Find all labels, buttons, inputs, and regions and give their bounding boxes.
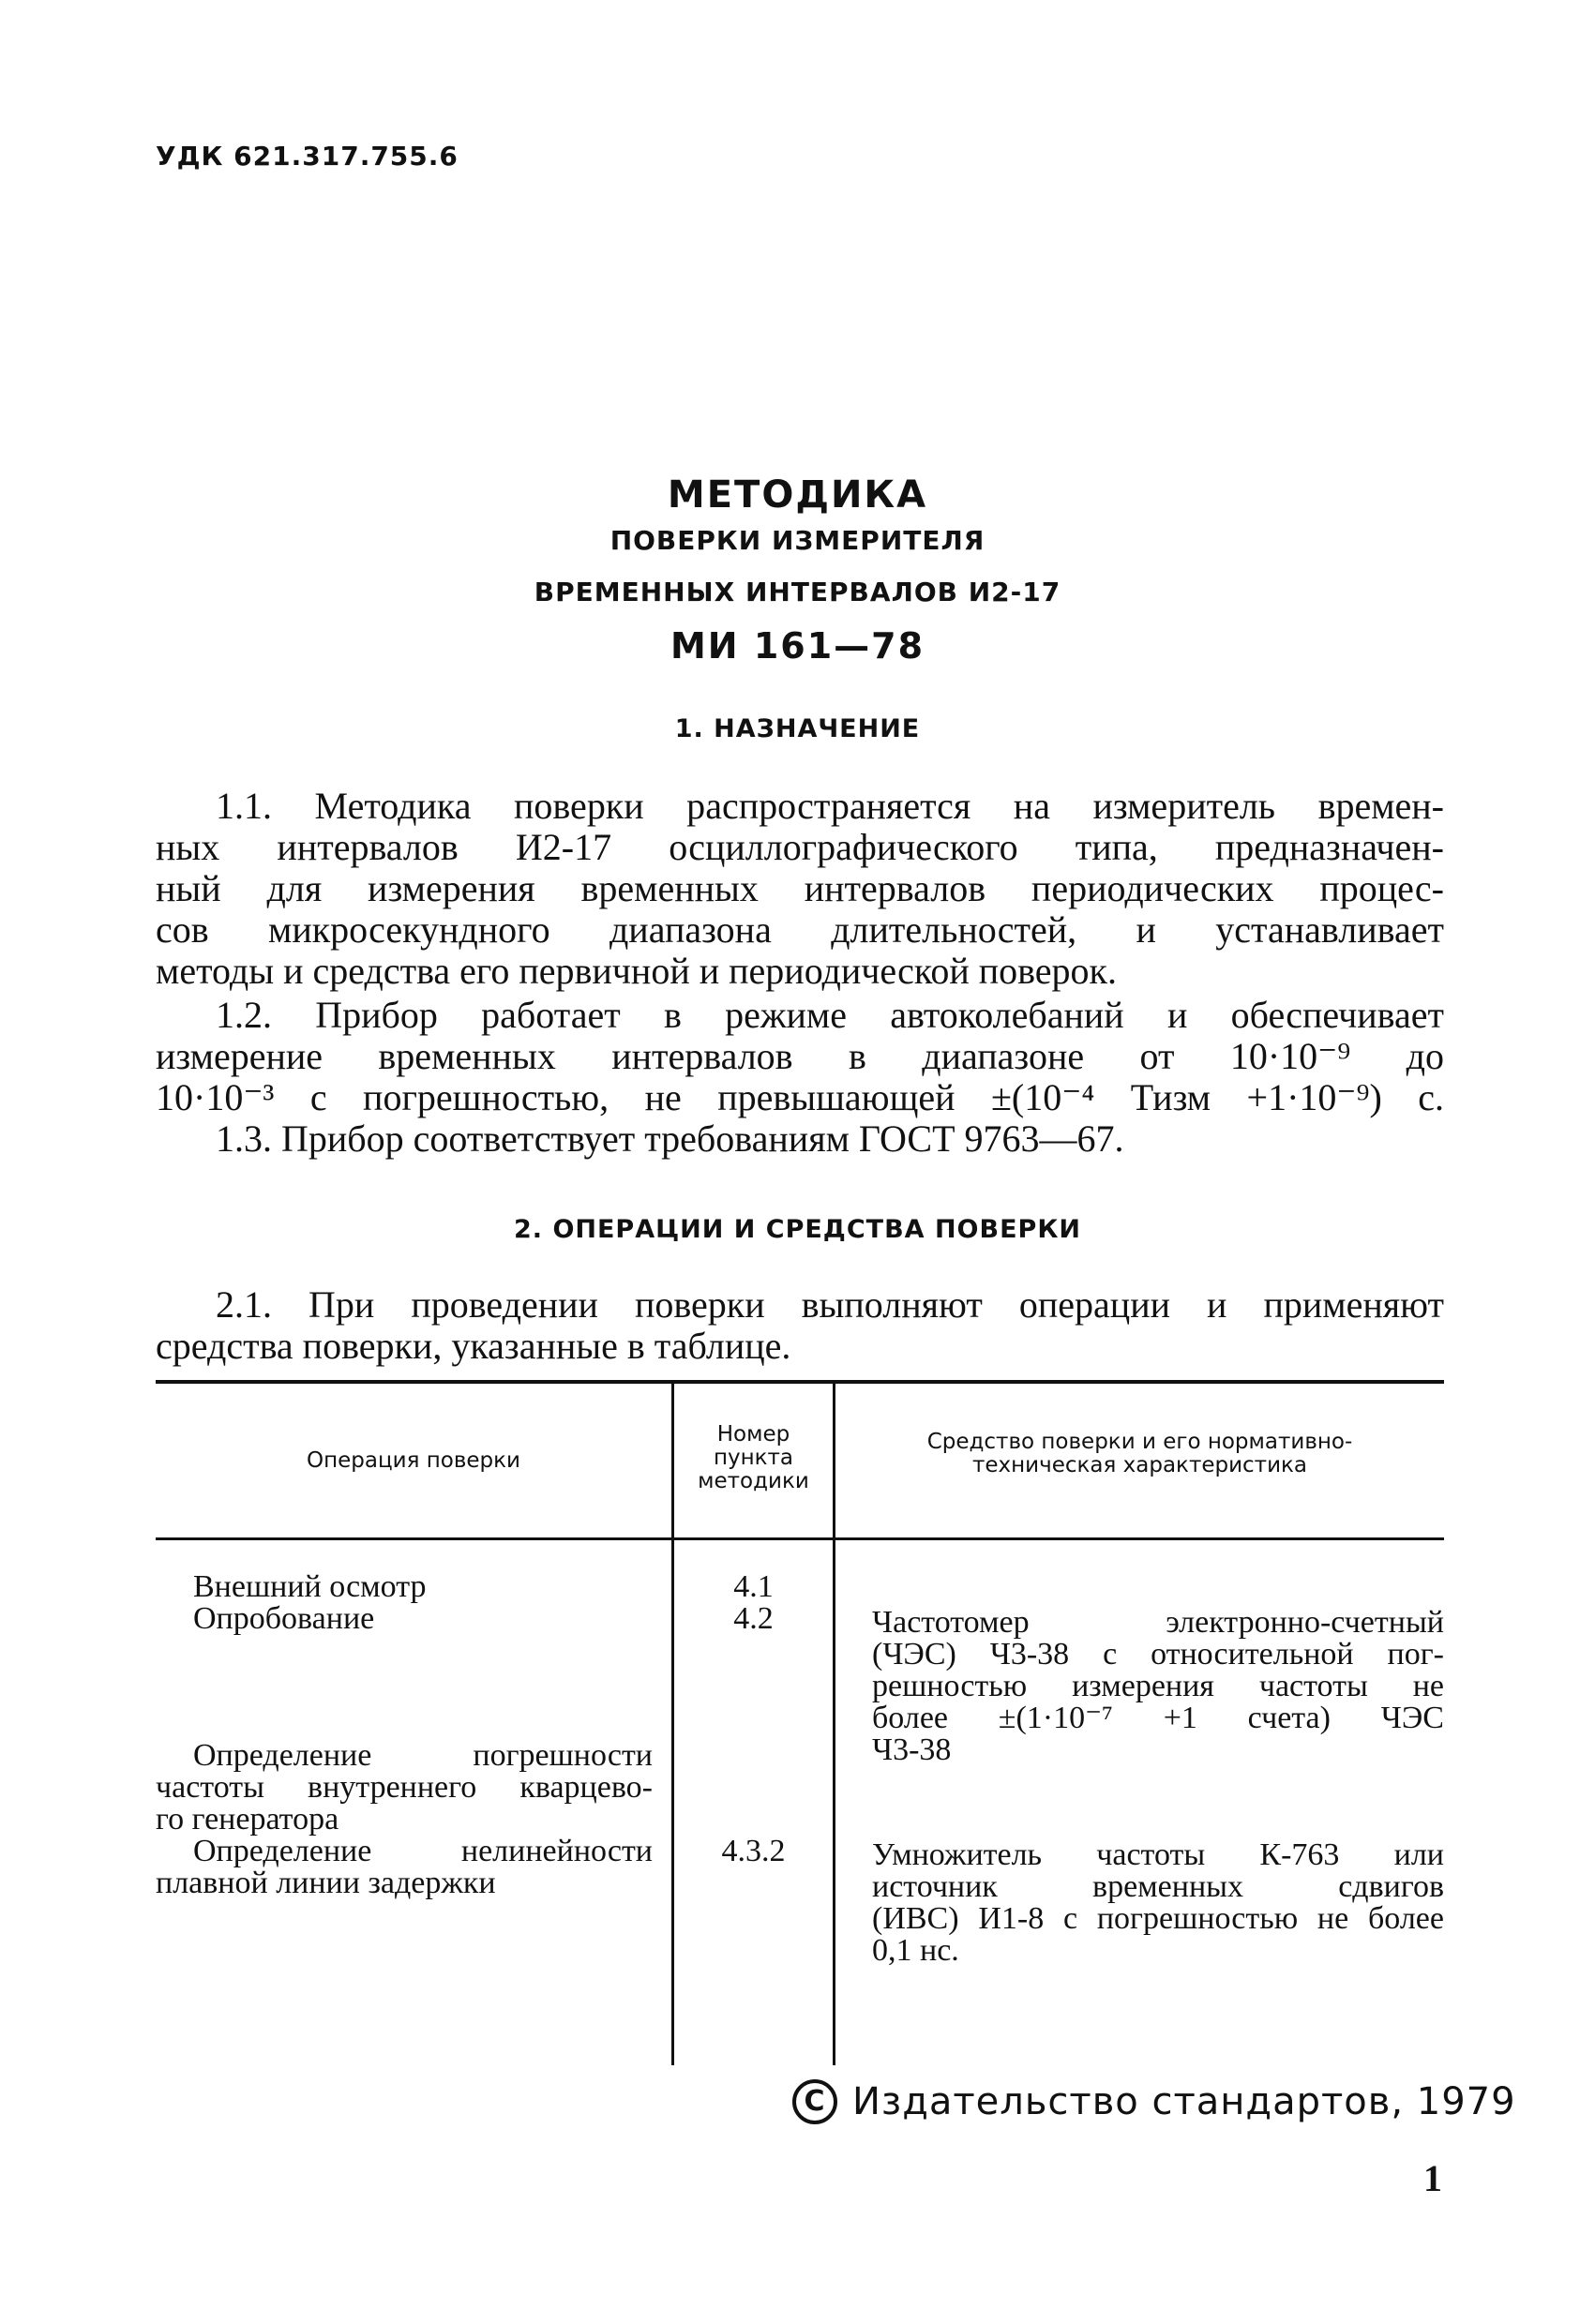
table-cell-number: 4.3.2 xyxy=(721,1834,786,1868)
page-number: 1 xyxy=(1423,2157,1442,2199)
text-line: методы и средства его первичной и периодической поверок. xyxy=(156,950,1117,992)
text-line: ный для измерения временных интервалов периодических процес- xyxy=(156,867,1444,909)
text-line: го генератора xyxy=(156,1802,339,1837)
paragraph-2-1 xyxy=(156,1284,1444,1367)
table-header-number xyxy=(674,1423,833,1493)
text-line: (ЧЭС) Ч3-38 с относительной пог- xyxy=(872,1637,1444,1672)
table-top-rule xyxy=(156,1380,1444,1384)
paragraph-1-2 xyxy=(156,995,1444,1118)
text-line: 1.2. Прибор работает в режиме автоколебаний и обеспечивает xyxy=(216,994,1444,1036)
publisher-text: Издательство стандартов, 1979 xyxy=(852,2080,1516,2123)
text-line: 1.3. Прибор соответствует требованиям ГОСТ 9763—67. xyxy=(216,1117,1124,1160)
doc-title: МЕТОДИКА xyxy=(667,473,928,517)
table-cell-operation xyxy=(156,1836,653,1899)
udk-code: УДК 621.317.755.6 xyxy=(156,141,459,172)
text-line: 1.1. Методика поверки распространяется на измеритель времен- xyxy=(216,785,1444,827)
header-line: Номер xyxy=(716,1422,790,1447)
text-line: Опробование xyxy=(193,1601,375,1636)
table-cell-operation xyxy=(156,1571,653,1603)
copyright-icon: С xyxy=(792,2079,837,2124)
paragraph-1-1 xyxy=(156,786,1444,992)
header-line: методики xyxy=(698,1469,809,1493)
header-line: пункта xyxy=(713,1446,794,1470)
text-line: 2.1. При проведении поверки выполняют операции и применяют xyxy=(216,1283,1444,1326)
text-line: источник временных сдвигов xyxy=(872,1869,1444,1904)
text-line: 10·10⁻³ с погрешностью, не превышающей ±(10⁻⁴ Тизм +1·10⁻⁹) с. xyxy=(156,1076,1444,1118)
text-line: частоты внутреннего кварцево- xyxy=(156,1770,653,1805)
text-line: Определение погрешности xyxy=(193,1738,653,1773)
text-line: ных интервалов И2-17 осциллографического типа, предназначен- xyxy=(156,826,1444,868)
text-line: Ч3-38 xyxy=(872,1732,952,1767)
header-line: техническая характеристика xyxy=(971,1453,1308,1477)
text-line: сов микросекундного диапазона длительностей, и устанавливает xyxy=(156,908,1444,951)
text-line: Определение нелинейности xyxy=(193,1834,653,1868)
table-cell-means xyxy=(872,1607,1444,1766)
doc-subtitle-line2: ВРЕМЕННЫХ ИНТЕРВАЛОВ И2-17 xyxy=(534,577,1061,607)
paragraph-1-3 xyxy=(156,1118,1444,1160)
table-column-divider xyxy=(833,1540,835,2065)
text-line: средства поверки, указанные в таблице. xyxy=(156,1325,791,1367)
text-line: (ИВС) И1-8 с погрешностью не более xyxy=(872,1901,1444,1936)
doc-subtitle-line1: ПОВЕРКИ ИЗМЕРИТЕЛЯ xyxy=(609,525,986,556)
doc-code: МИ 161—78 xyxy=(670,625,925,667)
section-1-heading: 1. НАЗНАЧЕНИЕ xyxy=(674,714,921,743)
text-line: Внешний осмотр xyxy=(193,1569,427,1604)
table-cell-operation xyxy=(156,1740,653,1836)
header-line: Средство поверки и его нормативно- xyxy=(926,1430,1353,1454)
text-line: более ±(1·10⁻⁷ +1 счета) ЧЭС xyxy=(872,1701,1444,1735)
table-header-rule xyxy=(156,1537,1444,1540)
section-2-heading: 2. ОПЕРАЦИИ И СРЕДСТВА ПОВЕРКИ xyxy=(514,1215,1081,1244)
table-cell-means xyxy=(872,1839,1444,1967)
text-line: 0,1 нс. xyxy=(872,1933,959,1968)
text-line: измерение временных интервалов в диапазоне от 10·10⁻⁹ до xyxy=(156,1035,1444,1077)
table-cell-number: 4.1 xyxy=(733,1569,774,1604)
text-line: Частотомер электронно-счетный xyxy=(872,1605,1444,1640)
table-cell-number: 4.2 xyxy=(733,1601,774,1636)
copyright-line xyxy=(792,2079,1516,2124)
text-line: плавной линии задержки xyxy=(156,1866,496,1900)
table-header-operation: Операция поверки xyxy=(307,1448,520,1473)
text-line: решностью измерения частоты не xyxy=(872,1669,1444,1703)
text-line: Умножитель частоты К-763 или xyxy=(872,1837,1444,1872)
table-header-means xyxy=(835,1431,1444,1477)
table-cell-operation xyxy=(156,1603,653,1635)
